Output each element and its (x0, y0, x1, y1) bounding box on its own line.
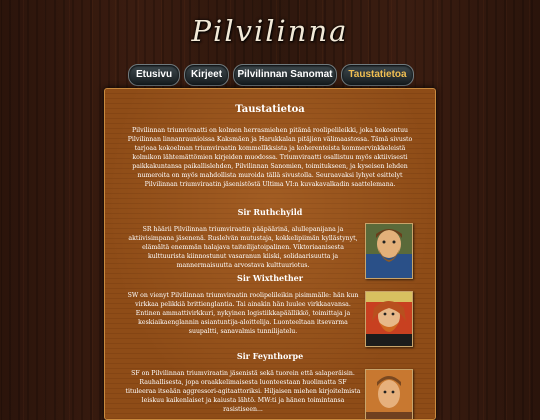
main-nav (0, 64, 540, 86)
member-text-feynthorpe: SF on Pilvilinnan triumviraatin jäsenistä sekä tuorein että salaperäisin. Rauhallisesta, jopa oraakkelimaisesta luonteestaan huolimatta SF tituleeraa itseään aggressori-agitaattoriksi. Hiljaisen miehen kirjoitelmista leiskuu kaikenlaiset ja kaiusta lähtö. MW:ti ja hänen toimintansa rasistiseen... (125, 370, 361, 413)
member-heading-wixthether: Sir Wixthether (237, 273, 303, 283)
page-title: Taustatietoa (235, 104, 305, 115)
portrait-feynthorpe-image (365, 369, 413, 420)
member-heading-feynthorpe: Sir Feynthorpe (236, 351, 304, 361)
content-panel (104, 88, 436, 420)
site-logo[interactable]: Pilvilinna (191, 14, 349, 48)
member-text-ruthchyild: SR häärii Pilvilinnan triumviraatin pääpäärinä, alullepanijana ja aktiivisimpana jäsenenä. Ruslelvän mutustaja, kokkelipiimän kyllästynyt, elämältä enemmän halajava taiteilijatoipalinen. Viktoriaanisesta kulttuurista kiinnostunut vasaranun kiiski, solidaarisuutta ja mannermaisuutta arvostava kulttuuriotus. (128, 226, 358, 269)
nav-tab-pilvilinnan-sanomat[interactable]: Pilvilinnan Sanomat (233, 64, 337, 86)
nav-tab-etusivu[interactable]: Etusivu (128, 64, 180, 86)
member-heading-ruthchyild: Sir Ruthchyild (237, 207, 303, 217)
portrait-wixthether-image (365, 291, 413, 347)
nav-tab-kirjeet[interactable]: Kirjeet (184, 64, 229, 86)
member-text-wixthether: SW on vienyt Pilvilinnan triumviraatin roolipelileikin pisimmälle: hän kun virkkaa pelikkiä brittienglantia. Tai ainakin hän luulee virkkaavansa. Entinen ammattivirkkuri, nykyinen logistiikkapäällikkö, toimittaja ja keskiaikaenglannin asiantuntija-aloittelija. Luonteeltaan itsevarma suupaltti, sanavalmis tunnilijatelu. (127, 292, 359, 335)
nav-tab-taustatietoa[interactable]: Taustatietoa (341, 64, 414, 86)
intro-paragraph: Pilvilinnan triumviraatti on kolmen herrasmiehen pitämä roolipelileikki, joka kokoontuu Pilvilinnan linnanraunioissa Kaksmäen ja Harukkalan pitäjien välimaastossa. Tämä sivusto tarjoaa kokoelman triumviraatin kommellkksista ja koherenteista kommervinkkeleistä kolmikon lähtemättömien kirjeiden muodossa. Triumviraatti osallistuu myös aktiivisesti paikkakuntansa paikallislehden, Pilvilinnan Sanomien, toimitukseen, ja kyseisen lehden numeroita on myös mahdollista muroida tällä sivustolla. Seuraavaksi lyhyet esittelyt Pilvilinnan triumviraatin jäsenistöstä Ultima VI:n kuvakavalkadin saattelemana. (127, 127, 413, 188)
portrait-ruthchyild-image (365, 223, 413, 279)
